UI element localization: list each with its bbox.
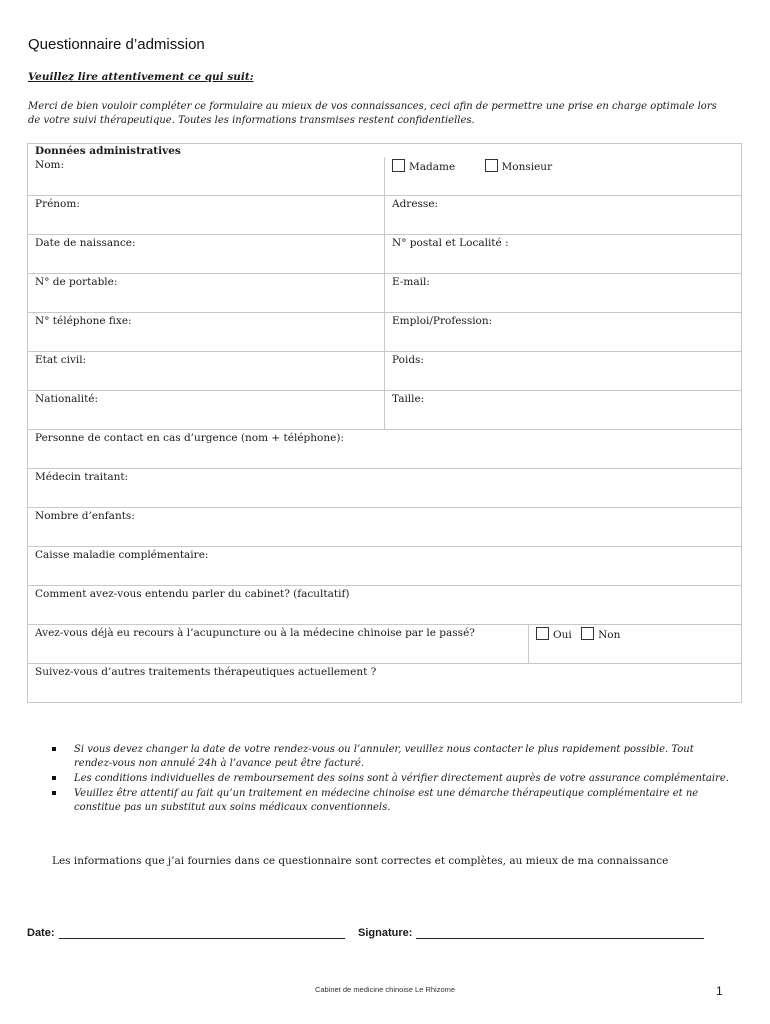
note-text: Les conditions individuelles de remboursement des soins sont à vérifier directement auprès de votre assurance complémentaire. xyxy=(74,773,729,784)
field-contact-urgence[interactable] xyxy=(28,430,742,469)
list-item xyxy=(52,772,732,786)
field-acupuncture xyxy=(28,625,529,664)
field-cabinet-source[interactable] xyxy=(28,586,742,625)
field-emploi[interactable] xyxy=(385,313,742,352)
note-text: Si vous devez changer la date de votre rendez-vous ou l’annuler, veuillez nous contacter le plus rapidement possible. Tout rendez-vous non annulé 24h à l’avance peut être facturé. xyxy=(74,744,694,769)
field-nom-label: Nom: xyxy=(35,159,65,171)
field-traitements[interactable] xyxy=(28,664,742,703)
monsieur-label: Monsieur xyxy=(501,161,553,173)
field-contact-label: Personne de contact en cas d’urgence (nom + téléphone): xyxy=(35,432,344,444)
field-portable[interactable] xyxy=(28,274,385,313)
option-madame[interactable] xyxy=(392,159,455,173)
note-text: Veuillez être attentif au fait qu’un traitement en médecine chinoise est une démarche thérapeutique complémentaire et ne constitue pas un substitut aux soins médicaux conventionnels. xyxy=(74,788,699,813)
field-date-naissance[interactable] xyxy=(28,235,385,274)
acupuncture-options xyxy=(529,625,742,664)
notes-list xyxy=(52,743,732,816)
field-emploi-label: Emploi/Profession: xyxy=(392,315,493,327)
date-field[interactable] xyxy=(27,927,345,939)
page-number: 1 xyxy=(716,984,723,998)
signature-line[interactable] xyxy=(416,928,704,939)
option-monsieur[interactable] xyxy=(485,159,553,173)
field-taille-label: Taille: xyxy=(392,393,425,405)
field-nationalite-label: Nationalité: xyxy=(35,393,99,405)
page-title: Questionnaire d’admission xyxy=(28,36,205,53)
field-email-label: E-mail: xyxy=(392,276,430,288)
field-enfants-label: Nombre d’enfants: xyxy=(35,510,135,522)
option-non[interactable] xyxy=(581,627,620,641)
field-acupuncture-label: Avez-vous déjà eu recours à l’acupuncture ou à la médecine chinoise par le passé? xyxy=(35,627,475,639)
field-prenom-label: Prénom: xyxy=(35,198,80,210)
field-poids-label: Poids: xyxy=(392,354,424,366)
instructions-heading: Veuillez lire attentivement ce qui suit: xyxy=(28,71,254,83)
gender-cell xyxy=(385,157,742,196)
field-cabinet-label: Comment avez-vous entendu parler du cabinet? (facultatif) xyxy=(35,588,350,600)
signature-label: Signature: xyxy=(358,927,413,939)
admin-form-table xyxy=(27,143,742,703)
list-item xyxy=(52,743,732,771)
field-prenom[interactable] xyxy=(28,196,385,235)
bullet-icon xyxy=(52,747,56,751)
field-medecin[interactable] xyxy=(28,469,742,508)
field-postal[interactable] xyxy=(385,235,742,274)
field-email[interactable] xyxy=(385,274,742,313)
field-nationalite[interactable] xyxy=(28,391,385,430)
list-item xyxy=(52,787,732,815)
checkbox-monsieur[interactable] xyxy=(485,159,498,172)
field-enfants[interactable] xyxy=(28,508,742,547)
option-oui[interactable] xyxy=(536,627,572,641)
checkbox-non[interactable] xyxy=(581,627,594,640)
field-caisse-label: Caisse maladie complémentaire: xyxy=(35,549,209,561)
section-title: Données administratives xyxy=(28,144,742,158)
madame-label: Madame xyxy=(409,161,456,173)
intro-text: Merci de bien vouloir compléter ce formulaire au mieux de vos connaissances, ceci afin de permettre une prise en charge optimale lors de votre suivi thérapeutique. Toutes les informations transmises restent confidentielles. xyxy=(28,101,717,126)
field-adresse-label: Adresse: xyxy=(392,198,439,210)
oui-label: Oui xyxy=(553,629,572,641)
non-label: Non xyxy=(598,629,621,641)
field-fixe-label: N° téléphone fixe: xyxy=(35,315,132,327)
bullet-icon xyxy=(52,791,56,795)
field-etat-civil[interactable] xyxy=(28,352,385,391)
footer-text: Cabinet de medicine chinoise Le Rhizome xyxy=(314,985,456,994)
field-postal-label: N° postal et Localité : xyxy=(392,237,509,249)
field-medecin-label: Médecin traitant: xyxy=(35,471,129,483)
field-adresse[interactable] xyxy=(385,196,742,235)
date-line[interactable] xyxy=(59,928,345,939)
bullet-icon xyxy=(52,776,56,780)
field-traitements-label: Suivez-vous d’autres traitements thérapeutiques actuellement ? xyxy=(35,666,377,678)
checkbox-madame[interactable] xyxy=(392,159,405,172)
field-date-naissance-label: Date de naissance: xyxy=(35,237,136,249)
checkbox-oui[interactable] xyxy=(536,627,549,640)
field-nom[interactable] xyxy=(28,157,385,196)
field-etat-civil-label: Etat civil: xyxy=(35,354,87,366)
field-taille[interactable] xyxy=(385,391,742,430)
signature-field[interactable] xyxy=(358,927,704,939)
field-poids[interactable] xyxy=(385,352,742,391)
field-fixe[interactable] xyxy=(28,313,385,352)
declaration-text: Les informations que j’ai fournies dans ce questionnaire sont correctes et complètes, au mieux de ma connaissance xyxy=(52,855,669,867)
field-portable-label: N° de portable: xyxy=(35,276,118,288)
date-label: Date: xyxy=(27,927,55,939)
field-caisse[interactable] xyxy=(28,547,742,586)
